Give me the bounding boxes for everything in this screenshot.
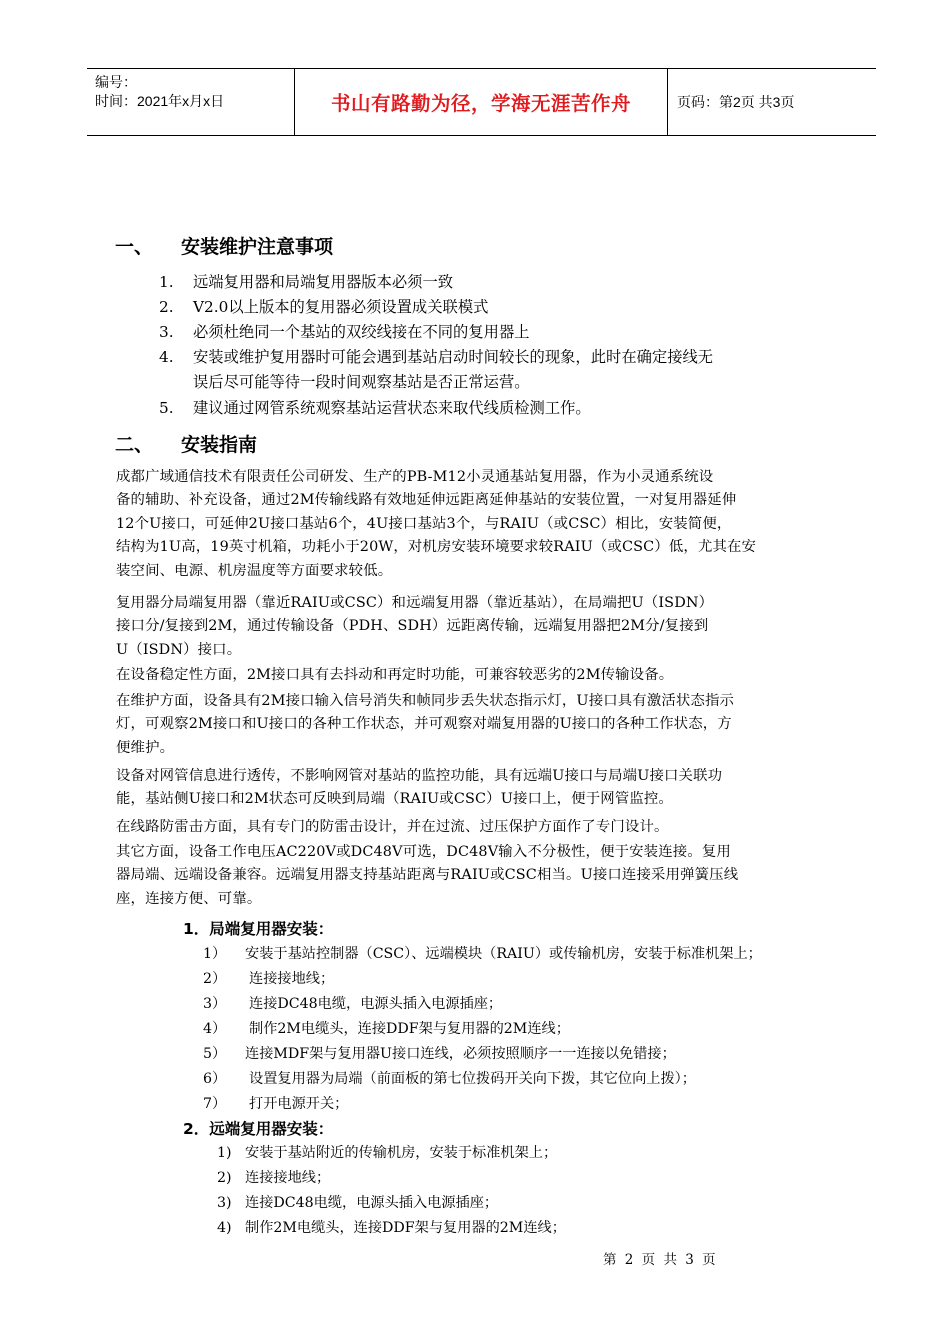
paragraph: 成都广域通信技术有限责任公司研发、生产的PB-M12小灵通基站复用器，作为小灵通系统设 备的辅助、补充设备，通过2M传输线路有效地延伸远距离延伸基站的安装位置，一对复用器延伸 12个U接口，可延伸2U接口基站6个，4U接口基站3个，与RAIU（或CSC）相比，安装简便， 结构为1U高，19英寸机箱，功耗小于20W，对机房安装环境要求较RAIU（或CSC）低，尤其在安 装空间、电源、机房温度等方面要求较低。 [116, 469, 757, 579]
subsection2-title: 远端复用器安装： [209, 1120, 334, 1138]
paragraph: 其它方面，设备工作电压AC220V或DC48V可选，DC48V输入不分极性，便于安装连接。复用 器局端、远端设备兼容。远端复用器支持基站距离与RAIU或CSC相当。U接口连接采用弹簧压线 座，连接方便、可靠。 [116, 844, 739, 907]
step-item: 7） 打开电源开关； [203, 1096, 349, 1112]
header-motto: 书山有路勤为径，学海无涯苦作舟 [295, 69, 668, 135]
step-item: 6） 设置复用器为局端（前面板的第七位拨码开关向下拨，其它位向上拨）； [203, 1071, 696, 1087]
section1-heading [115, 232, 333, 259]
section1-number: 一、 [115, 236, 154, 258]
paragraph: 在设备稳定性方面，2M接口具有去抖动和再定时功能，可兼容较恶劣的2M传输设备。 [116, 667, 674, 683]
list-item: 3. 必须杜绝同一个基站的双绞线接在不同的复用器上 [159, 323, 530, 341]
step-item: 2) 连接接地线； [217, 1170, 331, 1186]
list-item: 1. 远端复用器和局端复用器版本必须一致 [159, 273, 454, 291]
subsection1-title: 局端复用器安装： [209, 920, 334, 938]
step-item: 2） 连接接地线； [203, 971, 335, 987]
paragraph: 设备对网管信息进行透传，不影响网管对基站的监控功能，具有远端U接口与局端U接口关联功 能，基站侧U接口和2M状态可反映到局端（RAIU或CSC）U接口上，便于网管监控。 [116, 768, 723, 808]
step-item: 4) 制作2M电缆头，连接DDF架与复用器的2M连线； [217, 1220, 566, 1236]
subsection2-number: 2． [183, 1120, 210, 1138]
document-time-label: 时间：2021年x月x日 [95, 93, 225, 109]
list-item-continuation: 误后尽可能等待一段时间观察基站是否正常运营。 [193, 373, 530, 391]
header-table [87, 68, 876, 136]
step-item: 1) 安装于基站附近的传输机房，安装于标准机架上； [217, 1145, 558, 1161]
section2-title: 安装指南 [181, 434, 258, 456]
step-item: 3） 连接DC48电缆，电源头插入电源插座； [203, 996, 503, 1012]
subsection2-heading [183, 1117, 333, 1139]
list-item: 4. 安装或维护复用器时可能会遇到基站启动时间较长的现象，此时在确定接线无 [159, 348, 714, 366]
list-item: 2. V2.0以上版本的复用器必须设置成关联模式 [159, 298, 489, 316]
paragraph: 复用器分局端复用器（靠近RAIU或CSC）和远端复用器（靠近基站），在局端把U（ISDN） 接口分/复接到2M，通过传输设备（PDH、SDH）远距离传输，远端复用器把2M分/复接到 U（ISDN）接口。 [116, 595, 714, 658]
section2-heading [115, 430, 257, 457]
step-item: 3) 连接DC48电缆，电源头插入电源插座； [217, 1195, 499, 1211]
section1-title: 安装维护注意事项 [181, 236, 334, 258]
page-footer: 第 2 页 共 3 页 [603, 1252, 718, 1268]
document-number-label: 编号： [95, 74, 137, 90]
step-item: 1） 安装于基站控制器（CSC）、远端模块（RAIU）或传输机房，安装于标准机架上； [203, 946, 762, 962]
section2-number: 二、 [115, 434, 154, 456]
paragraph: 在线路防雷击方面，具有专门的防雷击设计，并在过流、过压保护方面作了专门设计。 [116, 819, 669, 835]
header-page-label: 页码：第2页 共3页 [677, 94, 795, 110]
step-item: 4） 制作2M电缆头，连接DDF架与复用器的2M连线； [203, 1021, 570, 1037]
subsection1-heading [183, 917, 333, 939]
header-left-cell [87, 69, 295, 135]
list-item: 5. 建议通过网管系统观察基站运营状态来取代线质检测工作。 [159, 399, 591, 417]
step-item: 5） 连接MDF架与复用器U接口连线，必须按照顺序一一连接以免错接； [203, 1046, 676, 1062]
subsection1-number: 1． [183, 920, 210, 938]
paragraph: 在维护方面，设备具有2M接口输入信号消失和帧同步丢失状态指示灯，U接口具有激活状态指示 灯，可观察2M接口和U接口的各种工作状态，并可观察对端复用器的U接口的各种工作状态，方 便维护。 [116, 693, 735, 756]
